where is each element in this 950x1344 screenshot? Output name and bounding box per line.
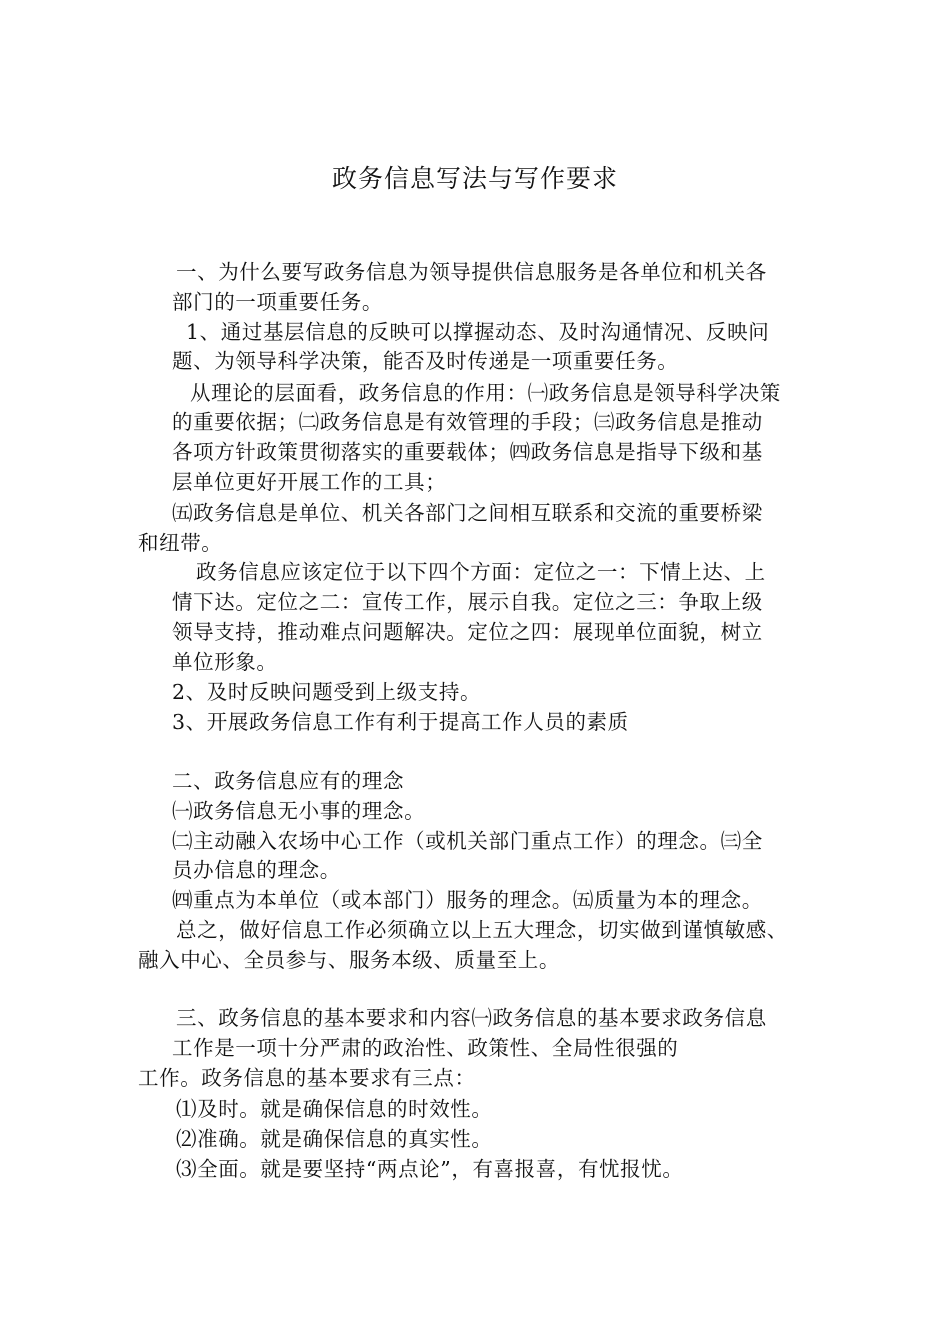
text-line: 工作。政务信息的基本要求有三点： [138, 1066, 476, 1090]
text-line: 领导支持，推动难点问题解决。定位之四：展现单位面貌，树立 [172, 620, 763, 644]
text-line: 各项方针政策贯彻落实的重要载体；㈣政务信息是指导下级和基 [172, 440, 763, 464]
text-line: 总之，做好信息工作必须确立以上五大理念，切实做到谨慎敏感、 [176, 918, 788, 942]
text-line: 政务信息应该定位于以下四个方面：定位之一：下情上达、上 [196, 560, 766, 584]
text-line: ㈣重点为本单位（或本部门）服务的理念。㈤质量为本的理念。 [172, 888, 763, 912]
text-line: 员办信息的理念。 [172, 858, 341, 882]
text-line: 3、开展政务信息工作有利于提高工作人员的素质 [172, 710, 629, 734]
list-item: ⑴及时。就是确保信息的时效性。 [176, 1097, 493, 1121]
section-heading: 三、政务信息的基本要求和内容㈠政务信息的基本要求政务信息 [176, 1006, 767, 1030]
list-item: ⑵准确。就是确保信息的真实性。 [176, 1127, 493, 1151]
text-line: 题、为领导科学决策，能否及时传递是一项重要任务。 [172, 349, 679, 373]
text-line: 一、为什么要写政务信息为领导提供信息服务是各单位和机关各 [176, 260, 767, 284]
text-line: 的重要依据；㈡政务信息是有效管理的手段；㈢政务信息是推动 [172, 410, 763, 434]
text-line: 工作是一项十分严肃的政治性、政策性、全局性很强的 [172, 1036, 679, 1060]
text-line: ㈠政务信息无小事的理念。 [172, 799, 426, 823]
text-line: 部门的一项重要任务。 [172, 290, 383, 314]
text-line: 从理论的层面看，政务信息的作用：㈠政务信息是领导科学决策 [190, 381, 781, 405]
section-heading: 二、政务信息应有的理念 [172, 769, 405, 793]
text-line: 1、通过基层信息的反映可以撑握动态、及时沟通情况、反映问 [186, 320, 770, 344]
text-line: ㈡主动融入农场中心工作（或机关部门重点工作）的理念。㈢全 [172, 829, 763, 853]
text-line: 单位形象。 [172, 650, 278, 674]
text-line: 融入中心、全员参与、服务本级、质量至上。 [138, 948, 560, 972]
text-line: 和纽带。 [138, 531, 223, 555]
text-line: 情下达。定位之二：宣传工作，展示自我。定位之三：争取上级 [172, 590, 763, 614]
list-item: ⑶全面。就是要坚持“两点论”，有喜报喜，有忧报忧。 [176, 1157, 684, 1181]
text-line: ㈤政务信息是单位、机关各部门之间相互联系和交流的重要桥梁 [172, 501, 763, 525]
text-line: 层单位更好开展工作的工具； [172, 470, 447, 494]
text-line: 2、及时反映问题受到上级支持。 [172, 680, 482, 704]
document-title: 政务信息写法与写作要求 [331, 164, 618, 193]
